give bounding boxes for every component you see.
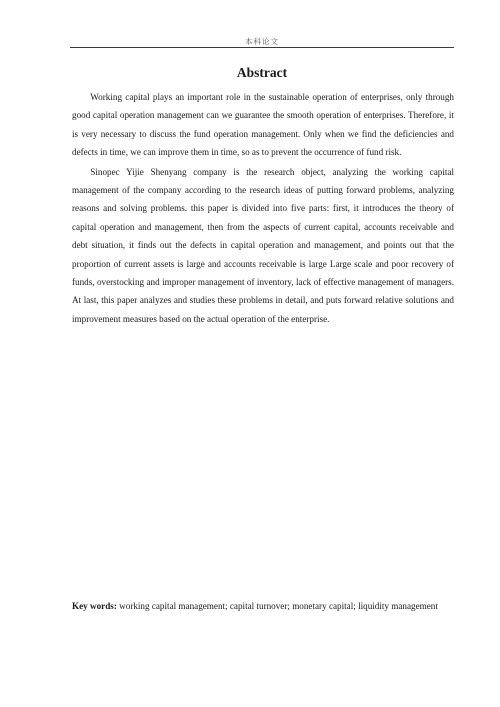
keywords-label: Key words: bbox=[72, 601, 117, 611]
abstract-paragraph-2: Sinopec Yijie Shenyang company is the research object, analyzing the working capital management of the company according to the research ideas of putting forward problems, analyzing reasons and solving problems. this paper is divided into five parts: first, it introduces the theory of capital operation and management, then from the aspects of current capital, accounts receivable and debt situation, it finds out the defects in capital operation and management, and points out that the proportion of current assets is large and accounts receivable is large Large scale and poor recovery of funds, overstocking and improper management of inventory, lack of effective management of managers. At last, this paper analyzes and studies these problems in detail, and puts forward relative solutions and improvement measures based on the actual operation of the enterprise. bbox=[72, 166, 454, 324]
running-header: 本科论文 bbox=[245, 37, 279, 46]
keywords-text: working capital management; capital turnover; monetary capital; liquidity management bbox=[119, 601, 438, 611]
abstract-paragraph-1: Working capital plays an important role in the sustainable operation of enterprises, only through good capital operation management can we guarantee the smooth operation of enterprises. Therefore, it is very necessary to discuss the fund operation management. Only when we find the deficiencies and defects in time, we can improve them in time, so as to prevent the occurrence of fund risk. bbox=[72, 92, 454, 158]
abstract-title: Abstract bbox=[236, 65, 288, 80]
abstract-body bbox=[72, 88, 454, 329]
keywords-line bbox=[72, 597, 454, 615]
header-divider bbox=[70, 47, 454, 48]
